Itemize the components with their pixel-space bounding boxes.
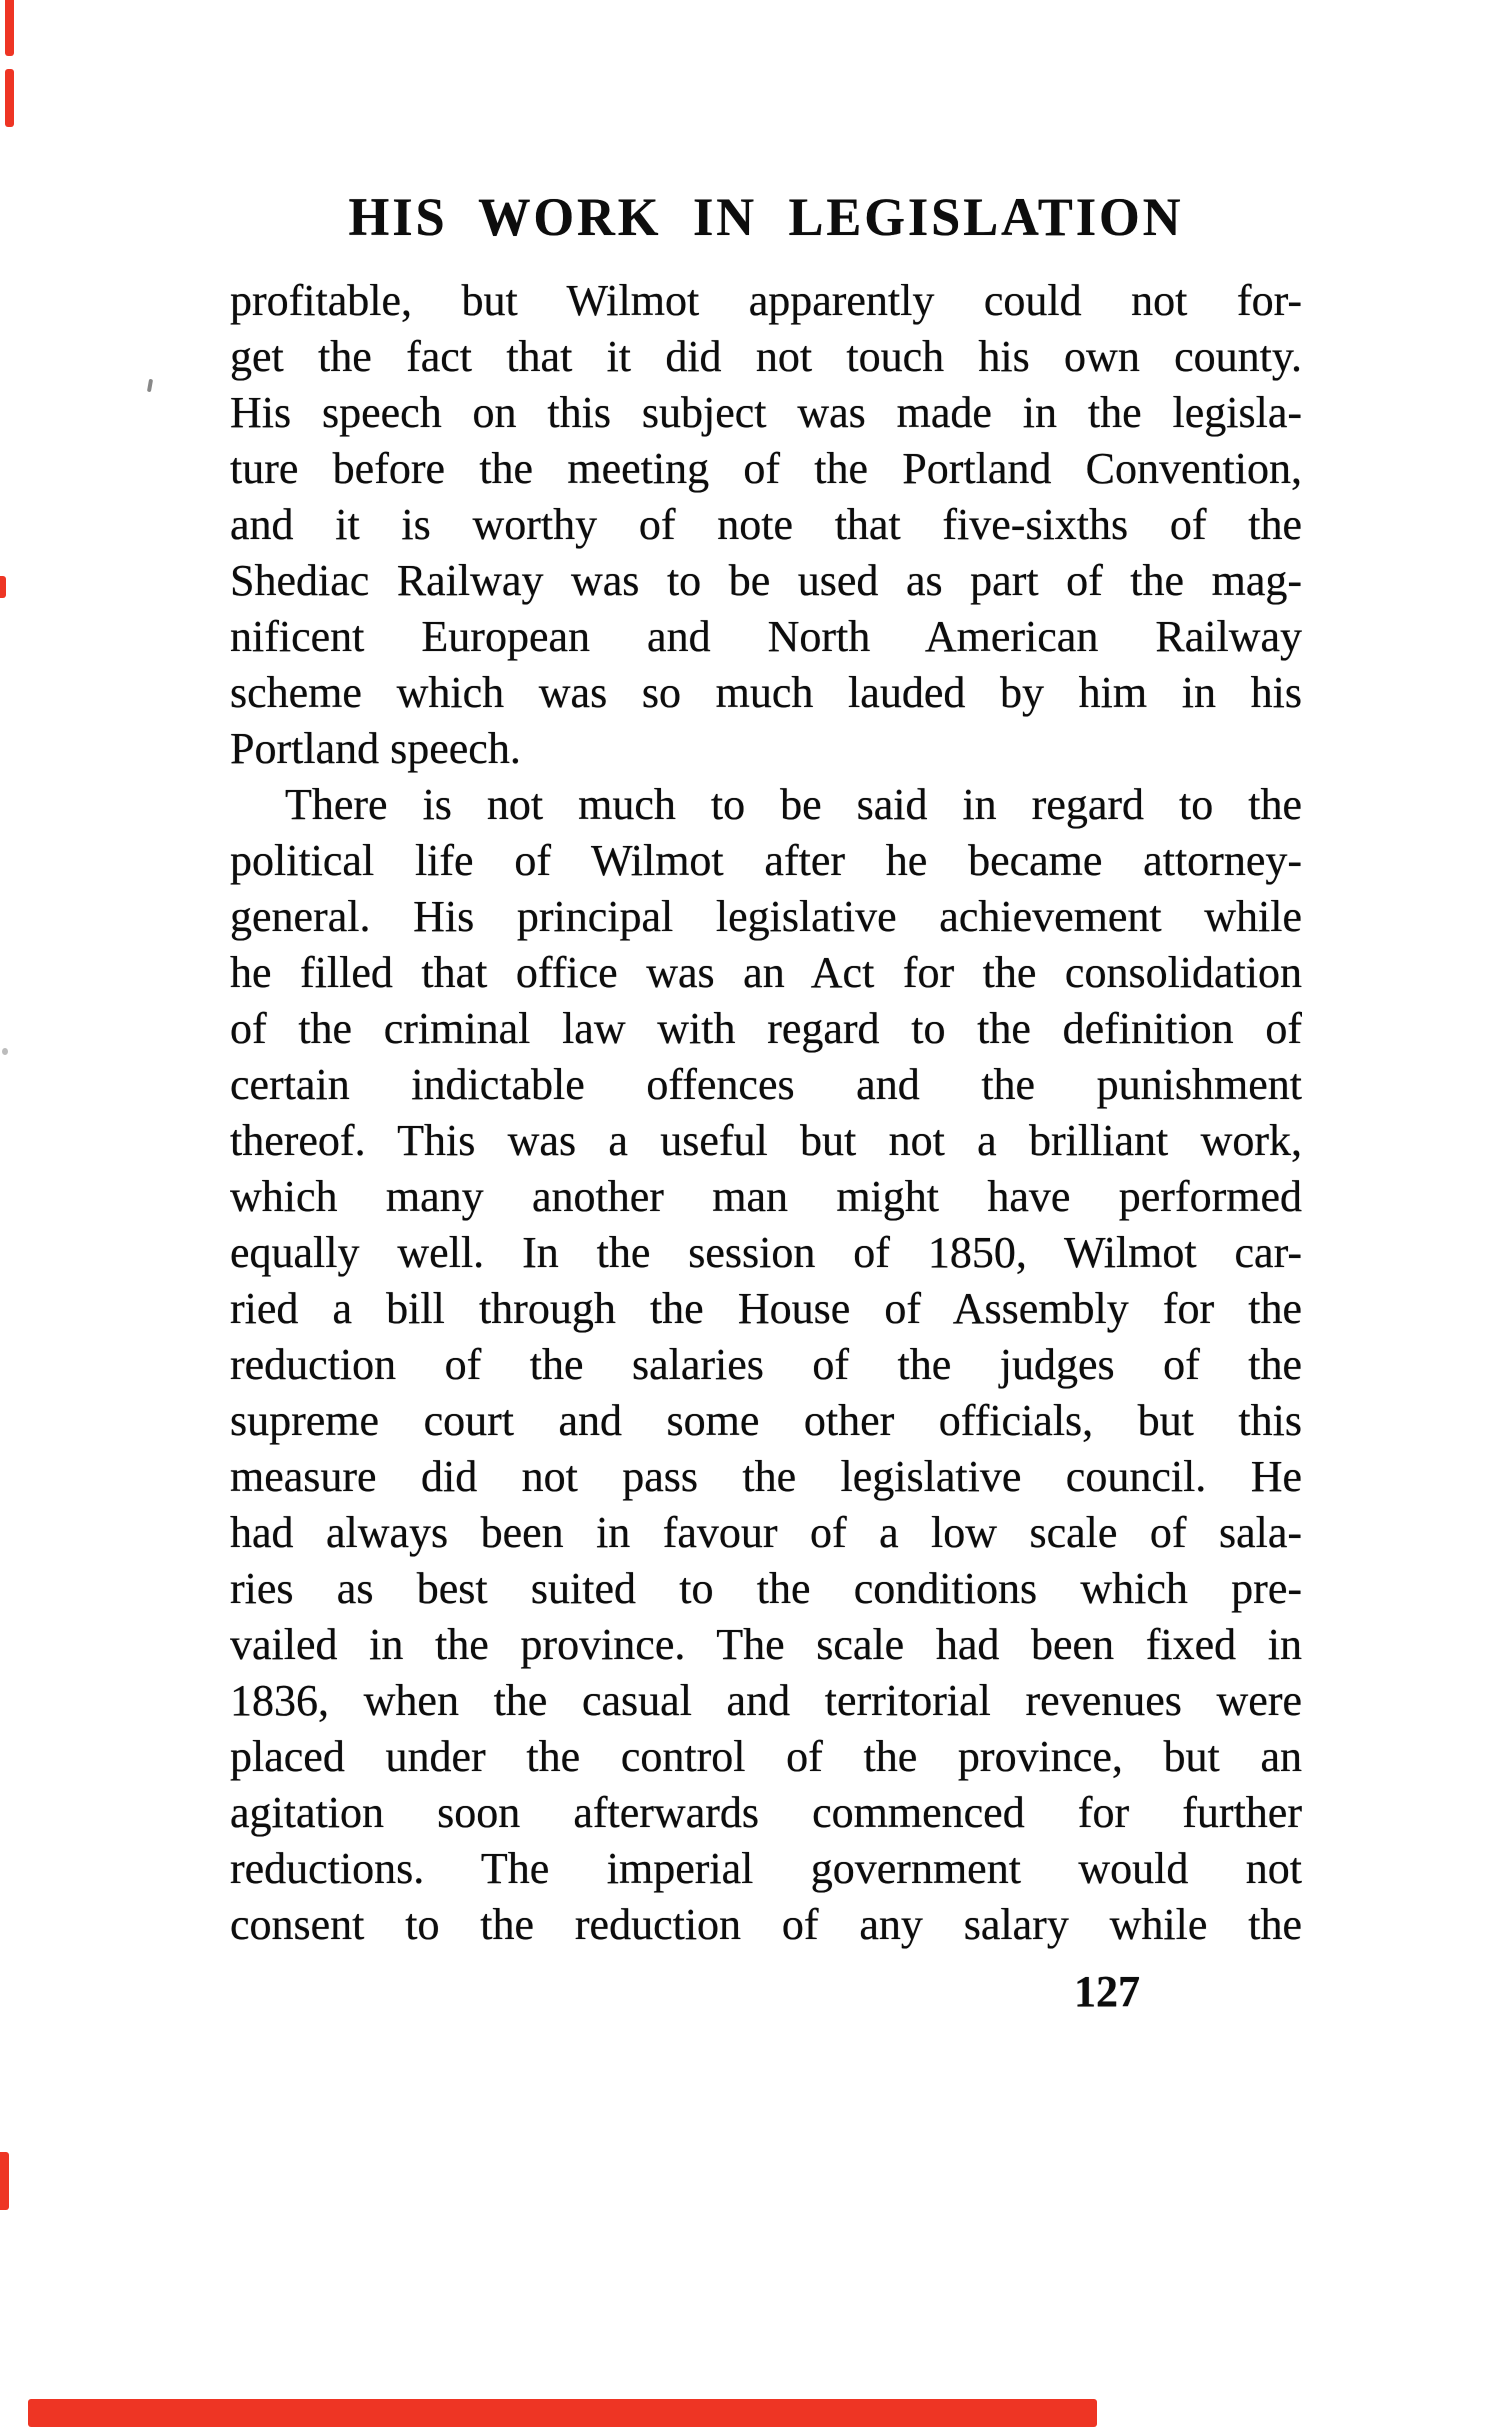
body-text-line: had always been in favour of a low scale of sala-	[230, 1508, 1302, 1557]
body-text-line: profitable, but Wilmot apparently could not for-	[230, 276, 1302, 325]
body-text-line: reduction of the salaries of the judges of the	[230, 1340, 1302, 1389]
body-text-column	[230, 273, 1302, 1953]
scanner-red-bar-bottom	[28, 2399, 1097, 2427]
body-text-line: ried a bill through the House of Assembly for the	[230, 1284, 1302, 1333]
body-text-line: consent to the reduction of any salary while the	[230, 1900, 1302, 1949]
body-text-line: agitation soon afterwards commenced for further	[230, 1788, 1302, 1837]
body-text-line: certain indictable offences and the punishment	[230, 1060, 1302, 1109]
body-text-line: he filled that office was an Act for the consolidation	[230, 948, 1302, 997]
body-text-line: 1836, when the casual and territorial revenues were	[230, 1676, 1302, 1725]
body-text-line: supreme court and some other officials, but this	[230, 1396, 1302, 1445]
body-text-line: vailed in the province. The scale had been fixed in	[230, 1620, 1302, 1669]
body-text-line: and it is worthy of note that five-sixths of the	[230, 500, 1302, 549]
body-text-line: of the criminal law with regard to the definition of	[230, 1004, 1302, 1053]
page-number: 127	[1074, 1967, 1140, 2016]
scanner-red-dash-left-lower	[0, 2152, 9, 2210]
body-text-line: get the fact that it did not touch his own county.	[230, 332, 1302, 381]
body-text-line: general. His principal legislative achievement while	[230, 892, 1302, 941]
body-text-line: measure did not pass the legislative council. He	[230, 1452, 1302, 1501]
body-text-line: ries as best suited to the conditions which pre-	[230, 1564, 1302, 1613]
scanner-red-tick-left	[0, 576, 6, 598]
body-text-line: political life of Wilmot after he became attorney-	[230, 836, 1302, 885]
body-text-line: ture before the meeting of the Portland Convention,	[230, 444, 1302, 493]
body-text-line: Shediac Railway was to be used as part of the mag-	[230, 556, 1302, 605]
body-text-line: reductions. The imperial government would not	[230, 1844, 1302, 1893]
body-text-line: equally well. In the session of 1850, Wilmot car-	[230, 1228, 1302, 1277]
scanner-red-mark-top-lower	[5, 69, 14, 127]
body-text-line: placed under the control of the province, but an	[230, 1732, 1302, 1781]
body-text-line: nificent European and North American Railway	[230, 612, 1302, 661]
scan-speck	[147, 379, 153, 392]
scanner-red-mark-top-upper	[5, 0, 14, 56]
body-text-line: which many another man might have performed	[230, 1172, 1302, 1221]
body-text-line: thereof. This was a useful but not a brilliant work,	[230, 1116, 1302, 1165]
body-text-line-paragraph-end: Portland speech.	[230, 724, 521, 773]
body-text-line-paragraph-start: There is not much to be said in regard to the	[285, 780, 1302, 829]
scan-speck-left-edge	[2, 1048, 8, 1055]
body-text-line: scheme which was so much lauded by him in his	[230, 668, 1302, 717]
body-text-line: His speech on this subject was made in the legisla-	[230, 388, 1302, 437]
running-head: HIS WORK IN LEGISLATION	[348, 187, 1184, 247]
